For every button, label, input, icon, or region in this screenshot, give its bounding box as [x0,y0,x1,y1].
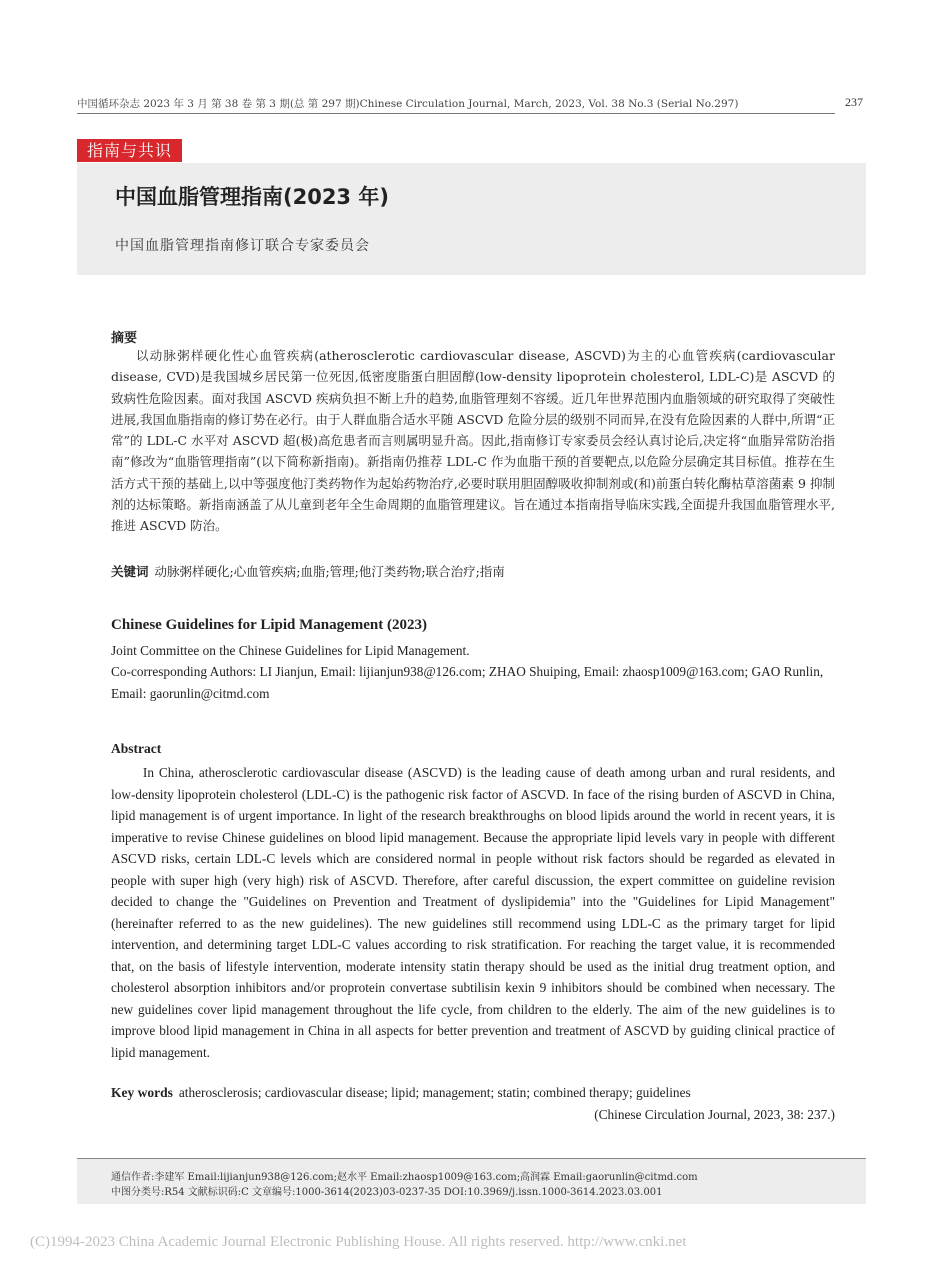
en-authors: Co-corresponding Authors: LI Jianjun, Email: lijianjun938@126.com; ZHAO Shuiping, Email: zhaosp1009@163.com; GAO Runlin, Email: gaorunlin@citmd.com [111,664,824,701]
section-tag: 指南与共识 [77,139,182,162]
footnote-box [77,1158,866,1204]
en-keywords-text: atherosclerosis; cardiovascular disease; lipid; management; statin; combined therapy; guidelines [178,1085,691,1100]
cn-abstract-heading: 摘要 [111,331,138,346]
footnote-authors: 通信作者:李建军 Email:lijianjun938@126.com;赵水平 Email:zhaosp1009@163.com;高润霖 Email:gaorunlin@citmd.com [111,1172,698,1183]
article-title: 中国血脂管理指南(2023 年) [115,185,389,209]
footnote-classification: 中图分类号:R54 文献标识码:C 文章编号:1000-3614(2023)03-0237-35 DOI:10.3969/j.issn.1000-3614.2023.03.001 [111,1187,663,1198]
en-abstract-heading: Abstract [111,741,162,756]
en-title: Chinese Guidelines for Lipid Management (2023) [111,617,427,633]
en-keywords [111,1085,835,1101]
page-number: 237 [845,95,863,109]
en-committee: Joint Committee on the Chinese Guidelines for Lipid Management. [111,643,470,658]
title-block [77,163,866,275]
cn-keywords-label: 关键词 [111,564,149,579]
running-head: 中国循环杂志 2023 年 3 月 第 38 卷 第 3 期(总 第 297 期)Chinese Circulation Journal, March, 2023, Vol. 38 No.3 (Serial No.297) [77,96,835,114]
en-abstract-text: In China, atherosclerotic cardiovascular disease (ASCVD) is the leading cause of death among urban and rural residents, and low-density lipoprotein cholesterol (LDL-C) is the pathogenic risk factor of ASCVD. In face of the rising burden of ASCVD in China, lipid management is of urgent importance. In light of the research breakthroughs on blood lipids around the world in recent years, it is imperative to revise Chinese guidelines on blood lipid management. Because the appropriate lipid levels vary in people with different ASCVD risks, certain LDL-C levels which are considered normal in people without risk factors should be regarded as elevated in people with super high (very high) risk of ASCVD. Therefore, after careful discussion, the expert committee on guideline revision decided to change the "Guidelines on Prevention and Treatment of dyslipidemia" into the "Guidelines for Lipid Management" (hereinafter referred to as the new guidelines). The new guidelines still recommend using LDL-C as the primary target for lipid intervention, and determining target LDL-C values according to risk stratification. For reaching the target value, it is recommended that, on the basis of lifestyle intervention, moderate intensity statin therapy should be used as the initial drug treatment option, and cholesterol absorption inhibitors and/or proprotein convertase subtilisin kexin 9 inhibitors should be combined when necessary. The new guidelines cover lipid management throughout the life cycle, from children to the elderly. The aim of the new guidelines is to improve blood lipid management in China in all aspects for better prevention and treatment of ASCVD by guiding clinical practice of lipid management. [111,765,835,1060]
en-keywords-label: Key words [111,1085,173,1100]
cn-abstract-text: 以动脉粥样硬化性心血管疾病(atherosclerotic cardiovascular disease, ASCVD)为主的心血管疾病(cardiovascular disease, CVD)是我国城乡居民第一位死因,低密度脂蛋白胆固醇(low-density lipoprotein cholesterol, LDL-C)是 ASCVD 的致病性危险因素。面对我国 ASCVD 疾病负担不断上升的趋势,血脂管理刻不容缓。近几年世界范围内血脂领域的研究取得了突破性进展,我国血脂指南的修订势在必行。由于人群血脂合适水平随 ASCVD 危险分层的级别不同而异,在没有危险因素的人群中,所谓“正常”的 LDL-C 水平对 ASCVD 超(极)高危患者而言则属明显升高。因此,指南修订专家委员会经认真讨论后,决定将“血脂异常防治指南”修改为“血脂管理指南”(以下简称新指南)。新指南仍推荐 LDL-C 作为血脂干预的首要靶点,以危险分层确定其目标值。推荐在生活方式干预的基础上,以中等强度他汀类药物作为起始药物治疗,必要时联用胆固醇吸收抑制剂或(和)前蛋白转化酶枯草溶菌素 9 抑制剂的达标策略。新指南涵盖了从儿童到老年全生命周期的血脂管理建议。旨在通过本指南指导临床实践,全面提升我国血脂管理水平,推进 ASCVD 防治。 [111,348,835,534]
author-committee: 中国血脂管理指南修订联合专家委员会 [115,238,370,254]
citation: (Chinese Circulation Journal, 2023, 38: 237.) [594,1107,835,1122]
cn-keywords-text: 动脉粥样硬化;心血管疾病;血脂;管理;他汀类药物;联合治疗;指南 [154,564,505,579]
copyright-watermark: (C)1994-2023 China Academic Journal Electronic Publishing House. All rights reserved. http://www.cnki.net [30,1234,687,1250]
cn-keywords [111,562,835,580]
